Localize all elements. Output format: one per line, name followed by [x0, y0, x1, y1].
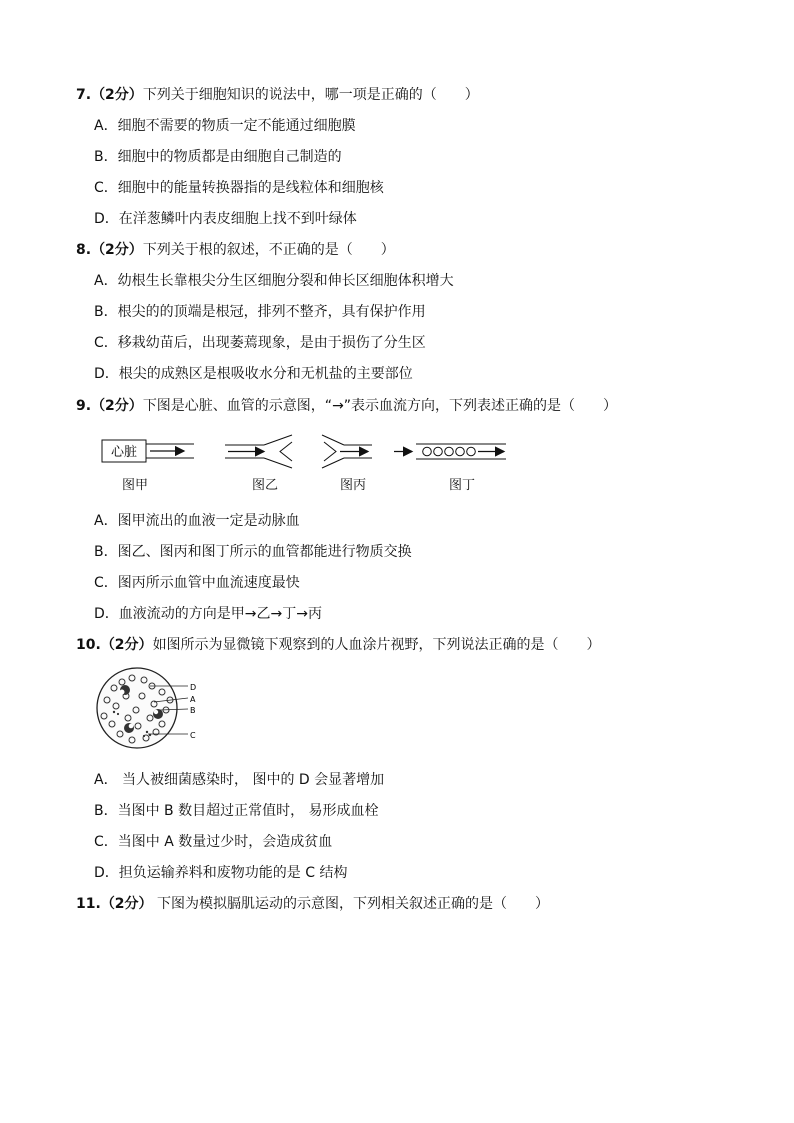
- caption-ding: 图丁: [449, 478, 476, 493]
- q8-option-c[interactable]: C．移栽幼苗后，出现萎蔫现象，是由于损伤了分生区: [94, 335, 426, 351]
- q9-option-a[interactable]: A．图甲流出的血液一定是动脉血: [94, 513, 300, 529]
- question-score: （2分）: [91, 398, 143, 414]
- question-number: 9.: [76, 398, 92, 414]
- q10-option-a[interactable]: A． 当人被细菌感染时， 图中的 D 会显著增加: [94, 772, 385, 788]
- q8-option-b[interactable]: B．根尖的的顶端是根冠，排列不整齐，具有保护作用: [94, 304, 426, 320]
- question-text: 下图为模拟膈肌运动的示意图，下列相关叙述正确的是（ ）: [152, 896, 550, 912]
- label-a: A: [190, 695, 196, 704]
- question-8-stem: [76, 239, 395, 259]
- question-score: （2分）: [91, 242, 143, 258]
- heart-diagram: [102, 440, 194, 462]
- question-text: 下列关于细胞知识的说法中，哪一项是正确的（ ）: [142, 87, 479, 103]
- q9-option-c[interactable]: C．图丙所示血管中血流速度最快: [94, 575, 300, 591]
- q8-option-a[interactable]: A．幼根生长靠根尖分生区细胞分裂和伸长区细胞体积增大: [94, 273, 454, 289]
- caption-bing: 图丙: [340, 478, 367, 493]
- question-11-stem: [76, 893, 549, 913]
- q7-option-a[interactable]: A．细胞不需要的物质一定不能通过细胞膜: [94, 118, 356, 134]
- question-9-stem: [76, 395, 617, 415]
- question-number: 10.: [76, 637, 101, 653]
- question-score: （2分）: [91, 87, 143, 103]
- q9-option-b[interactable]: B．图乙、图丙和图丁所示的血管都能进行物质交换: [94, 544, 412, 560]
- blood-smear-diagram: [92, 666, 212, 752]
- q10-option-c[interactable]: C．当图中 A 数量过少时，会造成贫血: [94, 834, 333, 850]
- q8-option-d[interactable]: D．根尖的成熟区是根吸收水分和无机盐的主要部位: [94, 366, 413, 382]
- q10-option-d[interactable]: D．担负运输养料和废物功能的是 C 结构: [94, 865, 348, 881]
- q9-option-d[interactable]: D．血液流动的方向是甲→乙→丁→丙: [94, 606, 322, 622]
- q7-option-d[interactable]: D．在洋葱鳞叶内表皮细胞上找不到叶绿体: [94, 211, 357, 227]
- question-10-stem: [76, 634, 601, 654]
- question-text: 如图所示为显微镜下观察到的人血涂片视野，下列说法正确的是（ ）: [152, 637, 601, 653]
- question-number: 7.: [76, 87, 92, 103]
- label-d: D: [190, 683, 197, 692]
- question-7-stem: [76, 84, 479, 104]
- merging-vessel-diagram: [322, 435, 372, 468]
- question-number: 11.: [76, 896, 101, 912]
- q10-option-b[interactable]: B．当图中 B 数目超过正常值时， 易形成血栓: [94, 803, 379, 819]
- heart-label: 心脏: [110, 445, 138, 460]
- capillary-diagram: [394, 444, 506, 459]
- question-score: （2分）: [100, 896, 153, 912]
- question-number: 8.: [76, 242, 92, 258]
- question-score: （2分）: [100, 637, 153, 653]
- caption-jia: 图甲: [122, 478, 149, 493]
- q7-option-c[interactable]: C．细胞中的能量转换器指的是线粒体和细胞核: [94, 180, 384, 196]
- branching-vessel-diagram: [225, 435, 292, 468]
- label-c: C: [190, 731, 196, 740]
- q7-option-b[interactable]: B．细胞中的物质都是由细胞自己制造的: [94, 149, 342, 165]
- question-text: 下图是心脏、血管的示意图，“→”表示血流方向，下列表述正确的是（ ）: [142, 398, 618, 414]
- question-text: 下列关于根的叙述，不正确的是（ ）: [142, 242, 395, 258]
- caption-yi: 图乙: [252, 478, 279, 493]
- vessel-diagram: [94, 432, 524, 472]
- label-b: B: [190, 706, 196, 715]
